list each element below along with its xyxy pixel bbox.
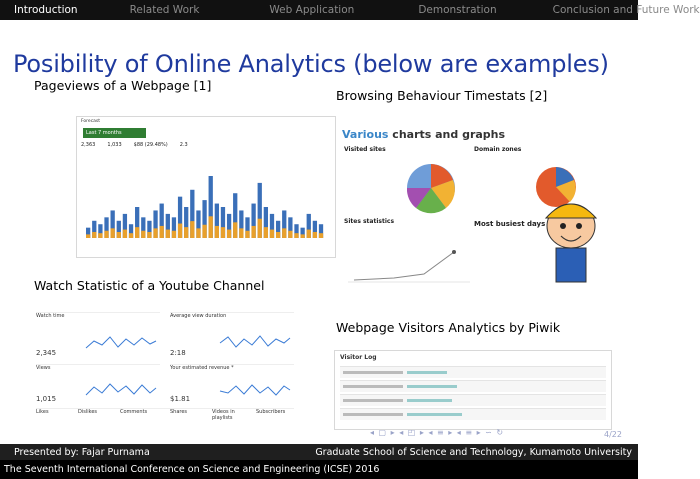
- footer-presenter: Presented by: Fajar Purnama: [14, 446, 150, 458]
- youtube-screenshot: [34, 308, 296, 440]
- yt-counters: [36, 408, 294, 439]
- piwik-row: [340, 408, 606, 420]
- pageviews-bar-segment: [288, 231, 292, 238]
- yt-views-label: Views: [36, 365, 51, 371]
- pageviews-bar-segment: [117, 232, 121, 238]
- site-statistics-line: [344, 232, 474, 287]
- pageviews-bar-segment: [202, 225, 206, 238]
- pageviews-bar-segment: [153, 228, 157, 238]
- caption-piwik: Webpage Visitors Analytics by Piwik: [336, 320, 561, 335]
- footer-conference-bar: [0, 460, 638, 479]
- pageviews-bar-segment: [215, 226, 219, 238]
- yt-avg-duration: [170, 312, 294, 363]
- pageviews-bar-segment: [141, 231, 145, 238]
- pageviews-bar-segment: [319, 233, 323, 238]
- yt-avg-duration-label: Average view duration: [170, 313, 227, 319]
- pageviews-bar-segment: [178, 224, 182, 238]
- caption-browsing: Browsing Behaviour Timestats [2]: [336, 88, 548, 103]
- yt-shares: Shares: [170, 409, 188, 415]
- yt-views: [36, 364, 160, 407]
- mascot-character-icon: [536, 196, 606, 286]
- stat-4: 2.3: [179, 142, 188, 148]
- yt-watch-time-line: [86, 333, 156, 353]
- pageviews-bar-segment: [270, 230, 274, 238]
- pageviews-bar-segment: [135, 227, 139, 238]
- timestats-screenshot: [336, 120, 612, 298]
- piwik-screenshot: [334, 350, 612, 430]
- pageviews-bar-segment: [123, 230, 127, 238]
- nav-introduction[interactable]: Introduction: [14, 4, 78, 16]
- page-number: 4/22: [604, 430, 622, 439]
- yt-watch-time: [36, 312, 160, 363]
- stat-2: 1,033: [107, 142, 122, 148]
- nav-web-application[interactable]: Web Application: [269, 4, 355, 16]
- pageviews-bar-segment: [196, 228, 200, 238]
- yt-avg-duration-line: [220, 333, 290, 353]
- pageviews-bar-segment: [251, 226, 255, 238]
- analytics-period: Last 7 months: [83, 128, 146, 138]
- pageviews-bar-segment: [264, 227, 268, 238]
- nav-conclusion[interactable]: Conclusion and Future Work: [552, 4, 700, 16]
- most-busiest-days-label: Most busiest days: [474, 220, 546, 228]
- analytics-stats: [77, 140, 335, 150]
- pageviews-bar-segment: [307, 230, 311, 238]
- yt-views-value: 1,015: [36, 395, 57, 403]
- timestats-title-rest: charts and graphs: [388, 128, 506, 141]
- piwik-row: [340, 380, 606, 392]
- yt-subscribers: Subscribers: [256, 409, 286, 415]
- timestats-title-accent: Various: [342, 128, 389, 141]
- analytics-header: Forecast: [81, 119, 101, 124]
- frame-title: Posibility of Online Analytics (below are examples): [13, 50, 609, 78]
- pageviews-bar-segment: [190, 221, 194, 238]
- timestats-title: [342, 128, 505, 141]
- caption-pageviews: Pageviews of a Webpage [1]: [34, 78, 212, 93]
- caption-youtube: Watch Statistic of a Youtube Channel: [34, 278, 265, 293]
- yt-revenue-line: [220, 381, 290, 399]
- yt-dislikes: Dislikes: [78, 409, 98, 415]
- footer-affiliation: Graduate School of Science and Technology, Kumamoto University: [315, 446, 632, 458]
- pageviews-bar-segment: [184, 227, 188, 238]
- pageviews-bar-segment: [233, 222, 237, 238]
- yt-videos-in-playlists: Videos in playlists: [212, 409, 235, 421]
- stat-1: 2,363: [81, 142, 96, 148]
- pageviews-bar-segment: [313, 232, 317, 238]
- pageviews-bar-segment: [129, 233, 133, 238]
- nav-related-work[interactable]: Related Work: [129, 4, 200, 16]
- pageviews-bar-segment: [92, 232, 96, 238]
- pageviews-bar-segment: [239, 228, 243, 238]
- pageviews-bar-segment: [209, 216, 213, 238]
- yt-revenue: [170, 364, 294, 407]
- pageviews-bar-segment: [300, 234, 304, 238]
- yt-revenue-label: Your estimated revenue *: [170, 365, 234, 371]
- pageviews-bar-segment: [147, 232, 151, 238]
- pageviews-bar-segment: [282, 228, 286, 238]
- pageviews-bar-segment: [111, 228, 115, 238]
- pageviews-bar-segment: [160, 226, 164, 238]
- yt-comments: Comments: [120, 409, 148, 415]
- pageviews-bar-segment: [172, 231, 176, 238]
- nav-demonstration[interactable]: Demonstration: [418, 4, 497, 16]
- piwik-header: Visitor Log: [340, 354, 377, 361]
- visited-sites-label: Visited sites: [344, 146, 386, 153]
- footer-conference: The Seventh International Conference on Science and Engineering (ICSE) 2016: [4, 464, 380, 475]
- pageviews-bar-segment: [276, 232, 280, 238]
- yt-likes: Likes: [36, 409, 49, 415]
- pageviews-bar-segment: [294, 233, 298, 238]
- pageviews-bar-segment: [104, 231, 108, 238]
- piwik-row: [340, 366, 606, 378]
- pageviews-bar-segment: [221, 227, 225, 238]
- yt-views-line: [86, 381, 156, 399]
- pageviews-bar-segment: [86, 234, 90, 238]
- pageviews-bar-segment: [166, 230, 170, 238]
- section-navigation: [0, 0, 700, 20]
- pageviews-bar-segment: [245, 231, 249, 238]
- pageviews-bar-segment: [258, 219, 262, 238]
- yt-revenue-value: $1.81: [170, 395, 191, 403]
- pageviews-bar-chart: [83, 172, 328, 242]
- site-statistics-label: Sites statistics: [344, 218, 395, 225]
- stat-3: $88 (29.48%): [133, 142, 168, 148]
- visited-sites-pie: [396, 158, 466, 218]
- yt-watch-time-label: Watch time: [36, 313, 65, 319]
- footer-presenter-bar: [0, 444, 638, 460]
- analytics-screenshot: [76, 116, 336, 258]
- piwik-row: [340, 394, 606, 406]
- pageviews-bar-segment: [227, 230, 231, 238]
- yt-avg-duration-value: 2:18: [170, 349, 186, 357]
- pageviews-bar-segment: [98, 233, 102, 238]
- beamer-navigation-symbols[interactable]: ◂ ▢ ▸ ◂ ◰ ▸ ◂ ≡ ▸ ◂ ≡ ▸ ∽ ↻: [370, 428, 505, 437]
- yt-watch-time-value: 2,345: [36, 349, 57, 357]
- domain-zones-label: Domain zones: [474, 146, 522, 153]
